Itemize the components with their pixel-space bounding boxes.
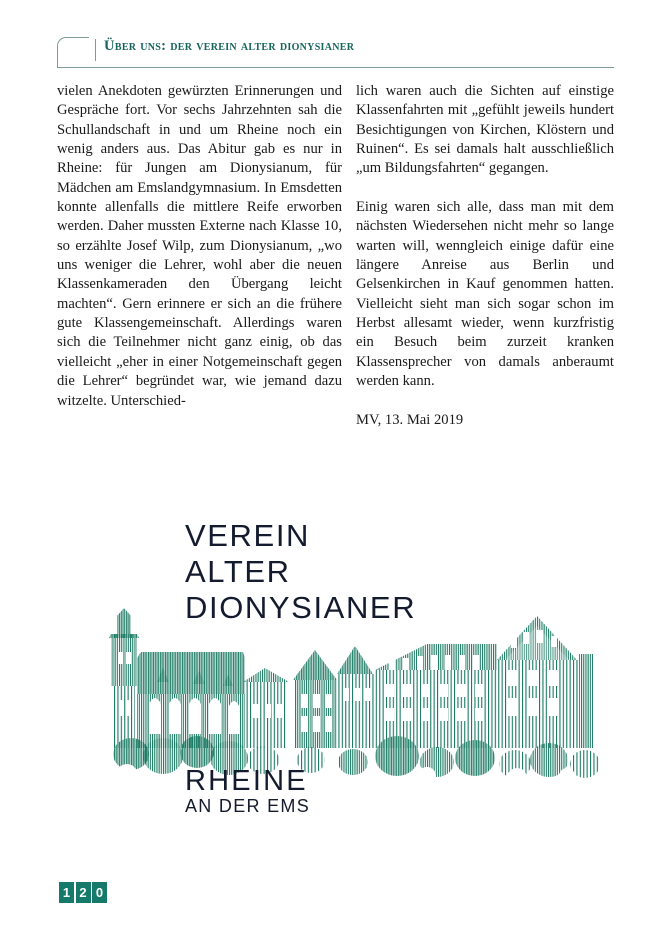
- association-logo: [57, 500, 614, 840]
- paragraph: vielen Anekdoten gewürzten Erinnerungen und Gespräche fort. Vor sechs Jahrzehnten sah die Schullandschaft in und um Rheine noch ein wenig anders aus. Das Abitur gab es nur in Rheine: für Jungen am Dionysianum, für Mädchen am Emslandgymnasium. In Emsdetten konnte allenfalls die mittlere Reife erworben werden. Daher mussten Externe nach Klasse 10, so erzählte Josef Wilp, zum Dionysianum, „wo uns weniger die Lehrer, wohl aber die neuen Klassenkameraden den Übergang leicht machten“. Gern erinnere er sich an die frühere gute Klassengemeinschaft. Allerdings waren sich die Teilnehmer nicht ganz einig, ob das vielleicht „eher in einer Notgemeinschaft gegen die Lehrer“ begründet war, wie jemand dazu witzelte. Unterschied-: [57, 83, 342, 409]
- paragraph: lich waren auch die Sichten auf einstige Klassenfahrten mit „gefühlt jeweils hundert Besichtigungen von Kirchen, Klöstern und Ruinen“. Es sei damals halt ausschließlich „um Bildungsfahrten“ gegangen.: [356, 83, 614, 177]
- logo-city-name: RHEINE: [185, 765, 308, 797]
- logo-wordmark-line: DIONYSIANER: [185, 590, 417, 625]
- header-rule: [57, 67, 614, 68]
- page-number-digit: 2: [76, 882, 91, 903]
- page-header: [57, 36, 614, 68]
- page-number-digit: 1: [59, 882, 74, 903]
- page-title: Über uns: der verein alter dionysianer: [104, 38, 355, 54]
- logo-river-subtitle: AN DER EMS: [185, 796, 311, 816]
- rheine-townscape-engraving-icon: [97, 608, 617, 783]
- logo-wordmark-line: ALTER: [185, 554, 291, 589]
- header-divider-icon: [95, 39, 96, 61]
- page-number-digit: 0: [92, 882, 107, 903]
- paragraph: Einig waren sich alle, dass man mit dem nächsten Wiedersehen nicht mehr so lange warten will, wenngleich einige dafür eine längere Anreise aus Berlin und Gelsenkirchen in Kauf genommen hatten. Vielleicht sieht man sich sogar schon im Herbst allesamt wieder, wenn kurzfristig ein Besuch beim zurzeit kranken Klassensprecher von damals anberaumt werden kann.: [356, 199, 614, 390]
- article-column-left: [57, 82, 342, 411]
- article-byline: MV, 13. Mai 2019: [356, 411, 464, 428]
- logo-wordmark-line: VEREIN: [185, 518, 311, 553]
- header-bracket-icon: [57, 37, 89, 67]
- page-number: [59, 882, 107, 903]
- article-column-right: [356, 82, 614, 430]
